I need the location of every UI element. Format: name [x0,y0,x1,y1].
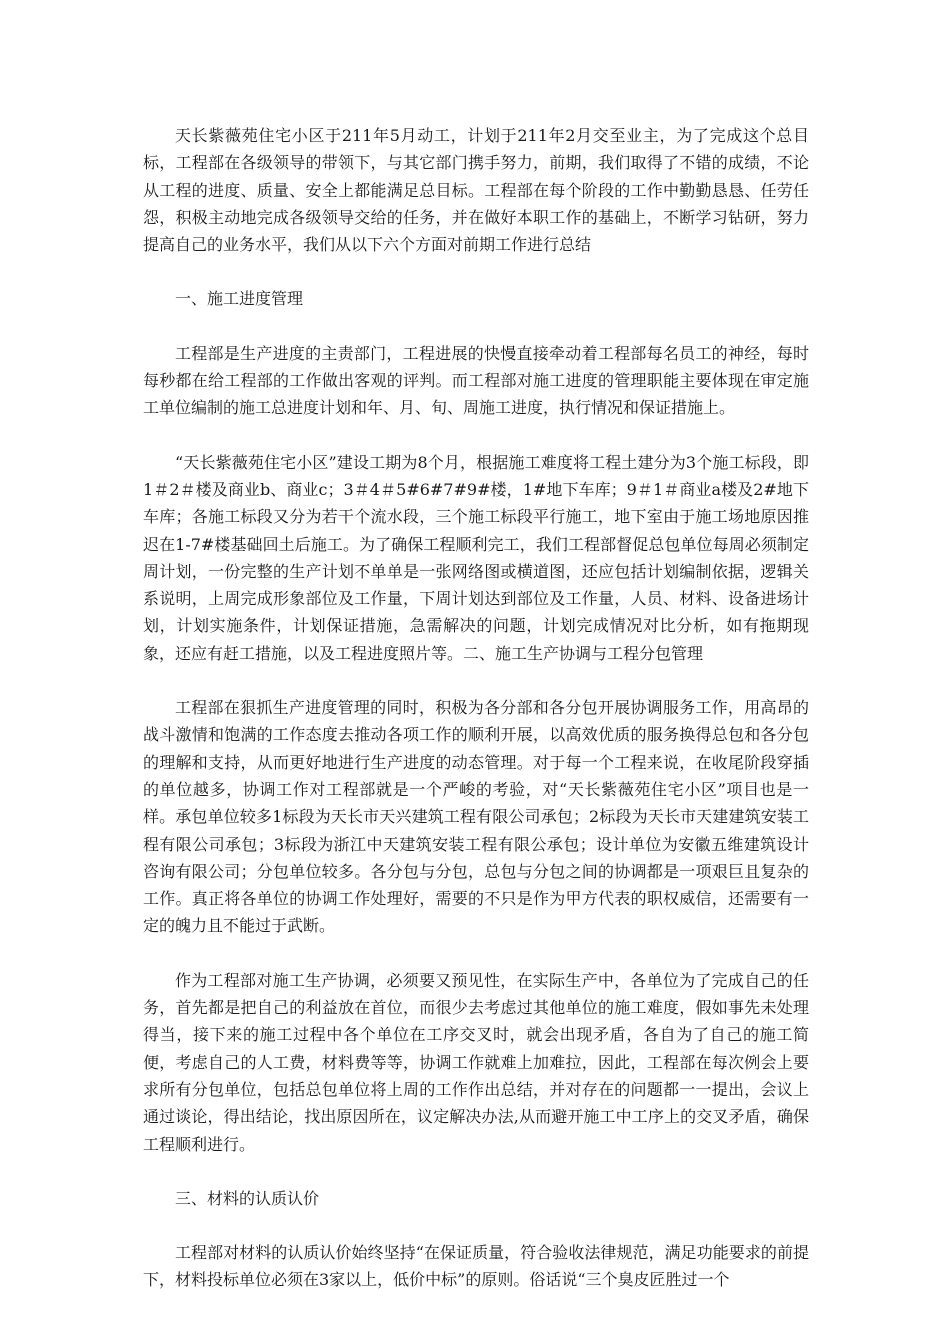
section-heading-materials: 三、材料的认质认价 [175,1188,320,1208]
intro-paragraph: 天长紫薇苑住宅小区于211年5月动工，计划于211年2月交至业主，为了完成这个总目标，工程部在各级领导的带领下，与其它部门携手努力，前期，我们取得了不错的成绩，不论从工程的进度、质量、安全上都能满足总目标。工程部在每个阶段的工作中勤勤恳恳、任劳任怨，积极主动地完成各级领导交给的任务，并在做好本职工作的基础上，不断学习钻研，努力提高自己的业务水平，我们从以下六个方面对前期工作进行总结 [143,126,809,255]
coordination-paragraph: 工程部在狠抓生产进度管理的同时，积极为各分部和各分包开展协调服务工作，用高昂的战斗激情和饱满的工作态度去推动各项工作的顺利开展，以高效优质的服务换得总包和各分包的理解和支持，从而更好地进行生产进度的动态管理。对于每一个工程来说，在收尾阶段穿插的单位越多，协调工作对工程部就是一个严峻的考验，对“天长紫薇苑住宅小区”项目也是一样。承包单位较多1标段为天长市天兴建筑工程有限公司承包；2标段为天长市天建建筑安装工程有限公司承包；3标段为浙江中天建筑安装工程有限公承包；设计单位为安徽五维建筑设计咨询有限公司；分包单位较多。各分包与分包，总包与分包之间的协调都是一项艰巨且复杂的工作。真正将各单位的协调工作处理好，需要的不只是作为甲方代表的职权威信，还需要有一定的魄力且不能过于武断。 [143,698,809,936]
project-schedule-paragraph: “天长紫薇苑住宅小区”建设工期为8个月，根据施工难度将工程土建分为3个施工标段，即1＃2＃楼及商业b、商业c；3＃4＃5#6#7#9#楼，1#地下车库；9＃1＃商业a楼及2#地下车库；各施工标段又分为若干个流水段，三个施工标段平行施工，地下室由于施工场地原因推迟在1-7#楼基础回土后施工。为了确保工程顺利完工，我们工程部督促总包单位每周必须制定周计划，一份完整的生产计划不单单是一张网络图或横道图，还应包括计划编制依据，逻辑关系说明，上周完成形象部位及工作量，下周计划达到部位及工作量，人员、材料、设备进场计划，计划实施条件，计划保证措施，急需解决的问题，计划完成情况对比分析，如有拖期现象，还应有赶工措施，以及工程进度照片等。二、施工生产协调与工程分包管理 [143,452,809,663]
schedule-paragraph: 工程部是生产进度的主责部门，工程进展的快慢直接牵动着工程部每名员工的神经，每时每秒都在给工程部的工作做出客观的评判。而工程部对施工进度的管理职能主要体现在审定施工单位编制的施工总进度计划和年、月、旬、周施工进度，执行情况和保证措施上。 [143,343,809,418]
section-heading-schedule: 一、施工进度管理 [175,289,304,309]
document-body [143,122,809,1294]
coordination-foresight-paragraph: 作为工程部对施工生产协调，必须要又预见性，在实际生产中，各单位为了完成自己的任务，首先都是把自己的利益放在首位，而很少去考虑过其他单位的施工难度，假如事先未处理得当，接下来的施工过程中各个单位在工序交叉时，就会出现矛盾，各自为了自己的施工简便，考虑自己的人工费，材料费等等，协调工作就难上加难拉，因此，工程部在每次例会上要求所有分包单位，包括总包单位将上周的工作作出总结，并对存在的问题都一一提出，会议上通过谈论，得出结论，找出原因所在，议定解决办法,从而避开施工中工序上的交叉矛盾，确保工程顺利进行。 [143,970,809,1154]
materials-paragraph: 工程部对材料的认质认价始终坚持“在保证质量，符合验收法律规范，满足功能要求的前提下，材料投标单位必须在3家以上，低价中标”的原则。俗话说“三个臭皮匠胜过一个 [143,1243,809,1290]
